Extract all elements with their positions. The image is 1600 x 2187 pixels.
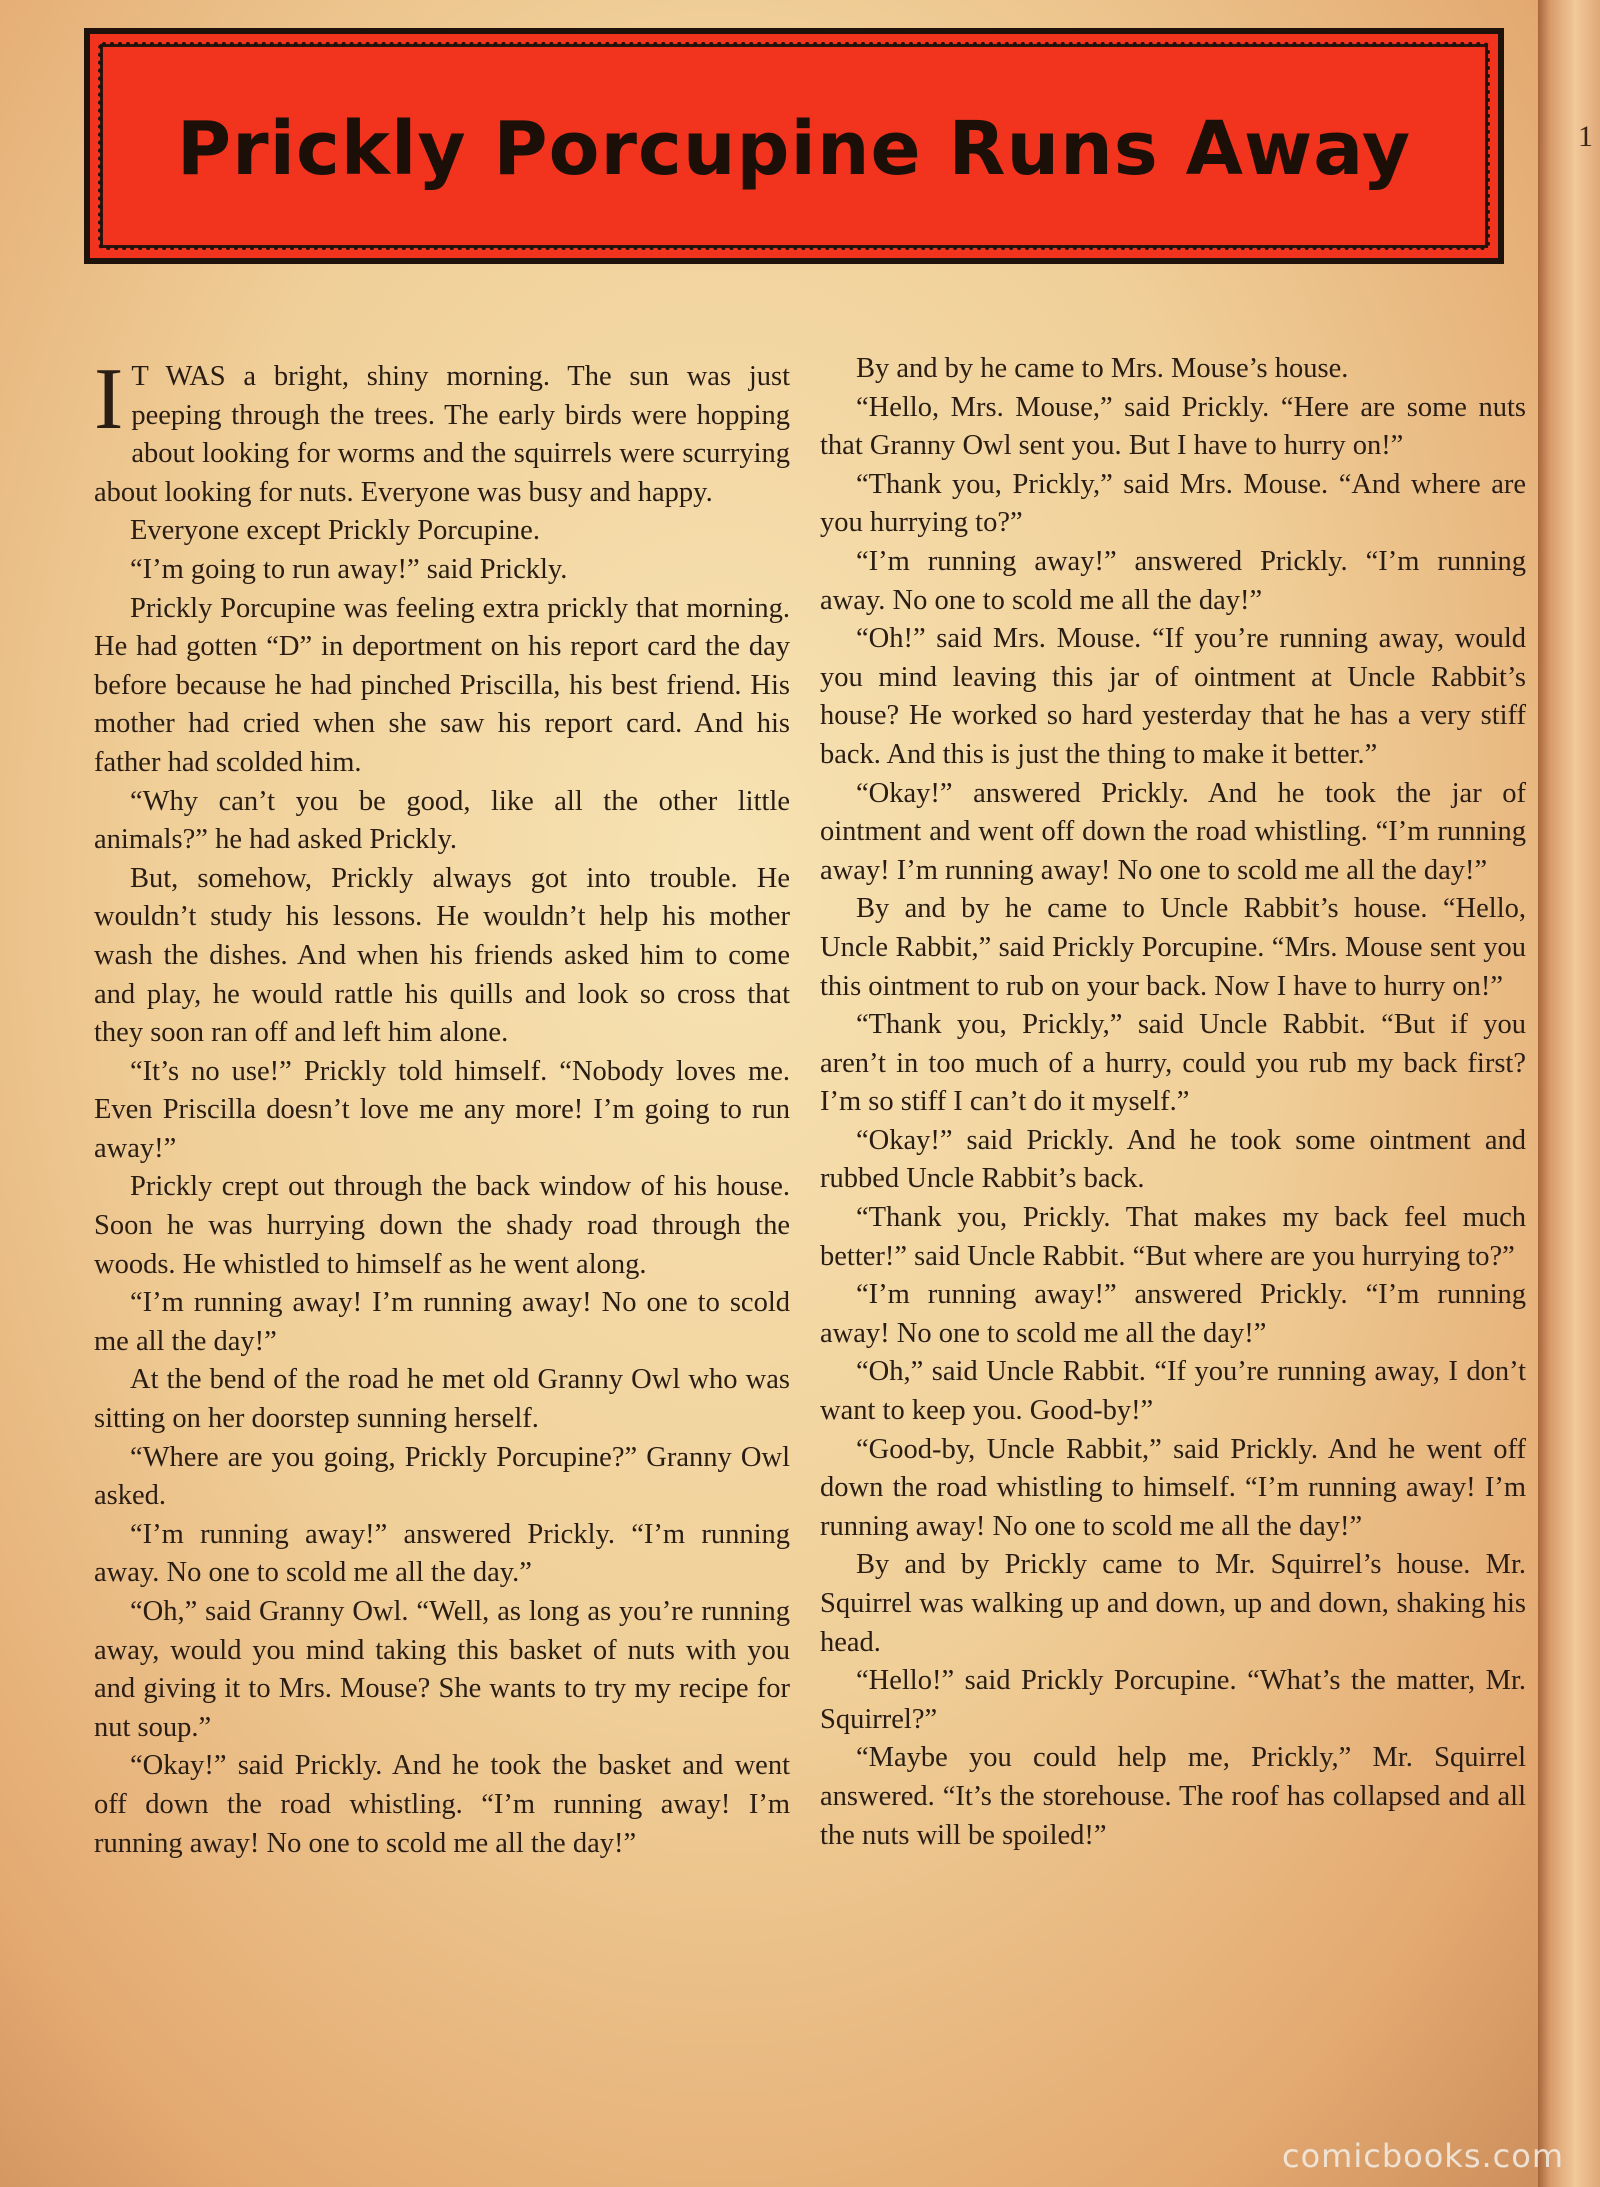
paragraph: “Okay!” said Prickly. And he took some ointment and rubbed Uncle Rabbit’s back.	[820, 1124, 1526, 1195]
paragraph: “Okay!” said Prickly. And he took the basket and went off down the road whistling. “I’m running away! I’m running away! No one to scold me all the day!”	[94, 1750, 790, 1859]
paragraph: Prickly Porcupine was feeling extra prickly that morning. He had gotten “D” in deportment on his report card the day before because he had pinched Priscilla, his best friend. His mother had cried when she saw his report card. And his father had scolded him.	[94, 592, 790, 778]
paragraph: But, somehow, Prickly always got into trouble. He wouldn’t study his lessons. He wouldn’t help his mother wash the dishes. And when his friends asked him to come and play, he would rattle his quills and look so cross that they soon ran off and left him alone.	[94, 862, 790, 1049]
paragraph: By and by he came to Uncle Rabbit’s house. “Hello, Uncle Rabbit,” said Prickly Porcupine. “Mrs. Mouse sent you this ointment to rub on your back. Now I have to hurry on!”	[820, 893, 1526, 1002]
paragraph: “Thank you, Prickly,” said Mrs. Mouse. “And where are you hurrying to?”	[820, 468, 1526, 539]
paragraph: “Hello, Mrs. Mouse,” said Prickly. “Here are some nuts that Granny Owl sent you. But I have to hurry on!”	[820, 391, 1526, 462]
site-watermark: comicbooks.com	[1281, 2137, 1564, 2175]
paragraph: “Thank you, Prickly,” said Uncle Rabbit. “But if you aren’t in too much of a hurry, could you rub my back first? I’m so stiff I can’t do it myself.”	[820, 1009, 1526, 1118]
paragraph: “It’s no use!” Prickly told himself. “Nobody loves me. Even Priscilla doesn’t love me any more! I’m going to run away!”	[94, 1055, 790, 1164]
paragraph: “Oh!” said Mrs. Mouse. “If you’re running away, would you mind leaving this jar of ointment at Uncle Rabbit’s house? He worked so hard yesterday that he has a very stiff back. And this is just the thing to make it better.”	[820, 623, 1526, 770]
paragraph: “Hello!” said Prickly Porcupine. “What’s the matter, Mr. Squirrel?”	[820, 1665, 1526, 1735]
paragraph: “Oh,” said Uncle Rabbit. “If you’re running away, I don’t want to keep you. Good-by!”	[820, 1356, 1526, 1427]
paragraph: At the bend of the road he met old Granny Owl who was sitting on her doorstep sunning herself.	[94, 1364, 790, 1435]
paragraph: “Thank you, Prickly. That makes my back feel much better!” said Uncle Rabbit. “But where are you hurrying to?”	[820, 1202, 1526, 1272]
paragraph: “I’m going to run away!” said Prickly.	[130, 553, 568, 585]
page-edge-mark: 1	[1578, 120, 1593, 153]
paragraph: “I’m running away!” answered Prickly. “I’m running away! No one to scold me all the day!”	[820, 1279, 1526, 1349]
paragraph: “I’m running away!” answered Prickly. “I’m running away. No one to scold me all the day.”	[94, 1518, 790, 1589]
paragraph: Everyone except Prickly Porcupine.	[130, 515, 540, 547]
drop-cap: I	[94, 351, 124, 448]
paragraph: “Good-by, Uncle Rabbit,” said Prickly. And he went off down the road whistling to himself. “I’m running away! I’m running away! No one to scold me all the day!”	[820, 1433, 1526, 1542]
paragraph: “Why can’t you be good, like all the other little animals?” he had asked Prickly.	[94, 785, 790, 856]
title-banner	[84, 28, 1504, 264]
paragraph: By and by he came to Mrs. Mouse’s house.	[856, 353, 1349, 384]
paragraph: “Okay!” answered Prickly. And he took the jar of ointment and went off down the road whistling. “I’m running away! I’m running away! No one to scold me all the day!”	[820, 777, 1526, 886]
paragraph: “Maybe you could help me, Prickly,” Mr. Squirrel answered. “It’s the storehouse. The roof has collapsed and all the nuts will be spoiled!”	[820, 1742, 1526, 1851]
adjacent-page-edge	[1538, 0, 1600, 2187]
paragraph: “I’m running away! I’m running away! No one to scold me all the day!”	[94, 1287, 790, 1357]
left-column	[94, 351, 790, 1863]
opening-text: T WAS a bright, shiny morning. The sun was just peeping through the trees. The early birds were hopping about looking for worms and the squirrels were scurrying about looking for nuts. Everyone was busy and happy.	[94, 361, 790, 508]
story-title: Prickly Porcupine Runs Away	[176, 106, 1412, 192]
paragraph: “Where are you going, Prickly Porcupine?” Granny Owl asked.	[94, 1441, 790, 1512]
paragraph: “I’m running away!” answered Prickly. “I’m running away. No one to scold me all the day!”	[820, 545, 1526, 616]
right-column	[820, 350, 1526, 1855]
paragraph: Prickly crept out through the back window of his house. Soon he was hurrying down the shady road through the woods. He whistled to himself as he went along.	[94, 1171, 790, 1280]
opening-paragraph	[94, 351, 790, 512]
paragraph: “Oh,” said Granny Owl. “Well, as long as you’re running away, would you mind taking this basket of nuts with you and giving it to Mrs. Mouse? She wants to try my recipe for nut soup.”	[94, 1596, 790, 1743]
paragraph: By and by Prickly came to Mr. Squirrel’s house. Mr. Squirrel was walking up and down, up and down, shaking his head.	[820, 1549, 1526, 1658]
